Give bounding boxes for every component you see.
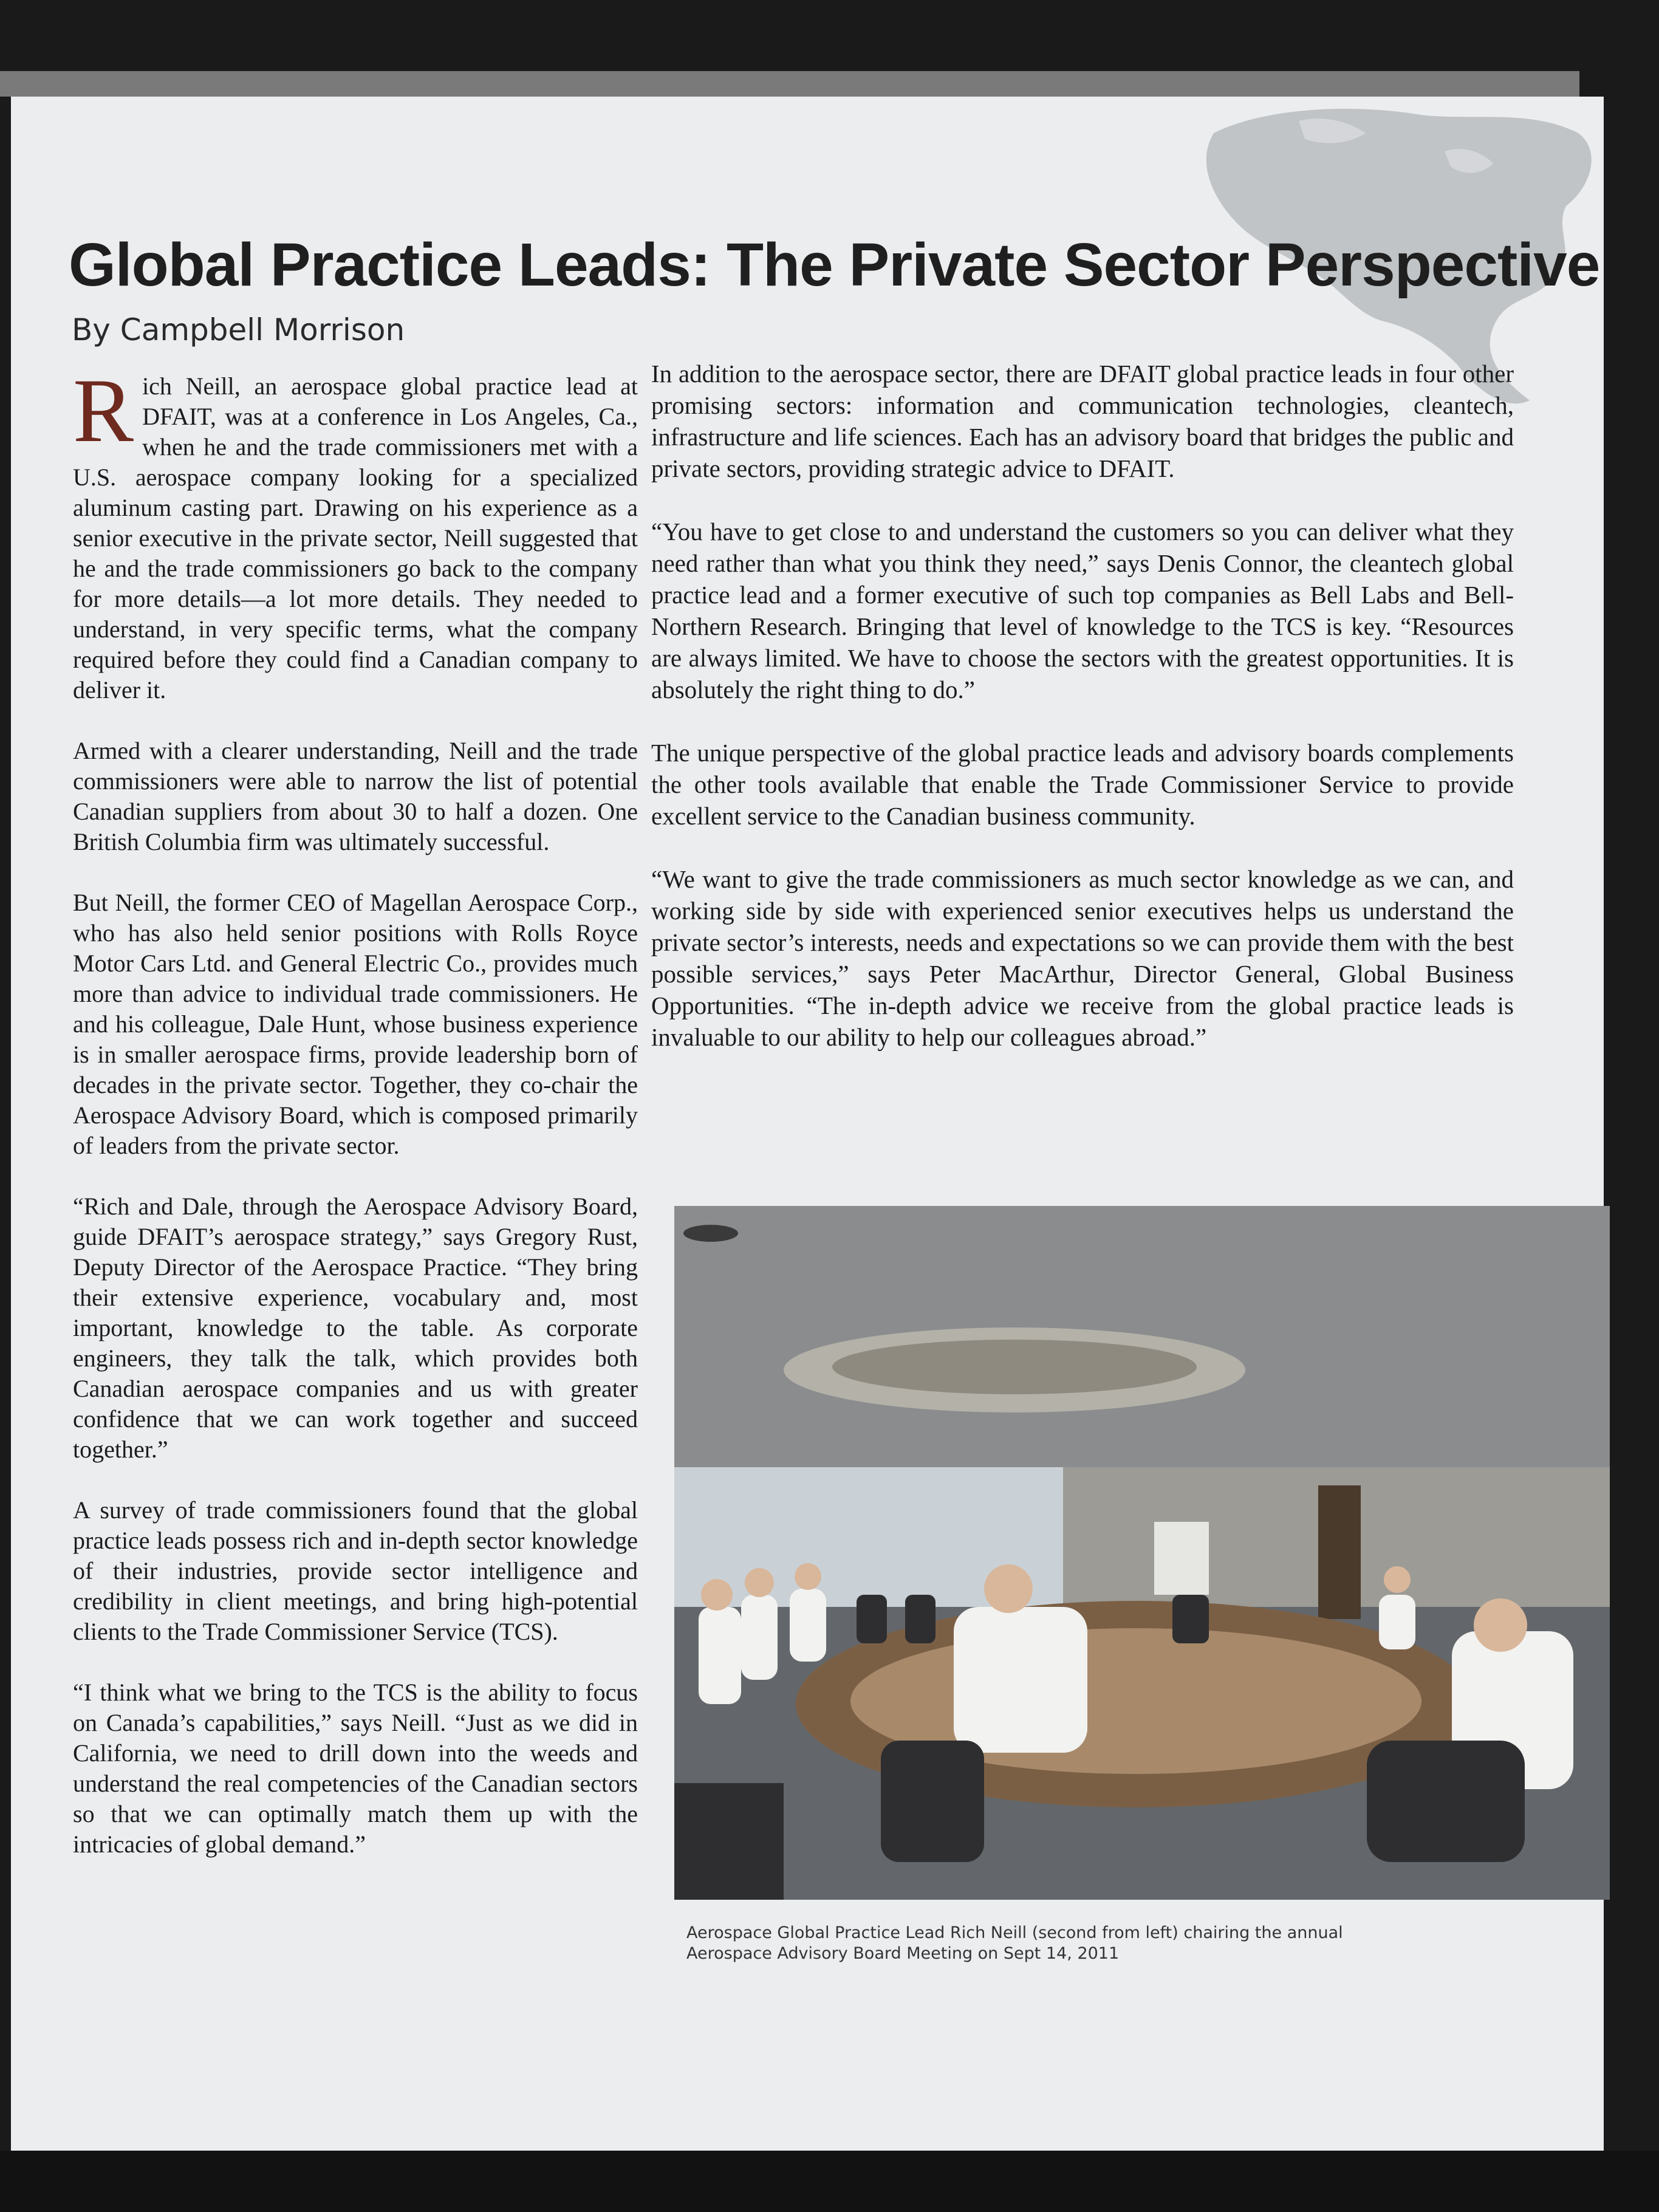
paragraph: “Rich and Dale, through the Aerospace Advisory Board, guide DFAIT’s aerospace strategy,” says Gregory Rust, Deputy Director of the Aerospace Practice. “They bring their extensive experience, vocabulary and, most important, knowledge to the table. As corporate engineers, they talk the talk, which provides both Canadian aerospace companies and us with greater confidence that we can work together and succeed together.”: [73, 1193, 638, 1463]
bottom-background: [0, 2151, 1659, 2212]
magazine-page: [11, 97, 1604, 2159]
photo-caption: [686, 1923, 1476, 1964]
paragraph: Armed with a clearer understanding, Neill and the trade commissioners were able to narrow the list of potential Canadian suppliers from about 30 to half a dozen. One British Columbia firm was ultimately successful.: [73, 737, 638, 855]
meeting-photo: [674, 1206, 1610, 1900]
paragraph: In addition to the aerospace sector, there are DFAIT global practice leads in four other promising sectors: information and communication technologies, cleantech, infrastructure and life sciences. Each has an advisory board that bridges the public and private sectors, providing strategic advice to DFAIT.: [651, 360, 1514, 482]
left-column: [73, 360, 638, 1890]
paragraph: “You have to get close to and understand the customers so you can deliver what they need rather than what you think they need,” says Denis Connor, the cleantech global practice lead and a former executive of such top companies as Bell Labs and Bell-Northern Research. Bringing that level of knowledge to the TCS is key. “Resources are always limited. We have to choose the sectors with the greatest opportunities. It is absolutely the right thing to do.”: [651, 518, 1514, 704]
paragraph: “We want to give the trade commissioners as much sector knowledge as we can, and working side by side with experienced senior executives helps us understand the private sector’s interests, needs and expectations so we can provide them with the best possible services,” says Peter MacArthur, Director General, Global Business Opportunities. “The in-depth advice we receive from the global practice leads is invaluable to our ability to help our colleagues abroad.”: [651, 865, 1514, 1051]
caption-line: Aerospace Advisory Board Meeting on Sept 14, 2011: [686, 1944, 1120, 1963]
paragraph: The unique perspective of the global practice leads and advisory boards complements the other tools available that enable the Trade Commissioner Service to provide excellent service to the Canadian business community.: [651, 739, 1514, 830]
right-column: [651, 358, 1514, 1084]
byline: By Campbell Morrison: [72, 312, 405, 348]
top-page-edge: [0, 71, 1579, 97]
article-title: Global Practice Leads: The Private Sector Perspective: [69, 231, 1600, 299]
paragraph: A survey of trade commissioners found that the global practice leads possess rich and in-depth sector knowledge of their industries, provide sector intelligence and credibility in client meetings, and bring high-potential clients to the Trade Commissioner Service (TCS).: [73, 1496, 638, 1645]
caption-line: Aerospace Global Practice Lead Rich Neill (second from left) chairing the annual: [686, 1923, 1343, 1942]
paragraph: “I think what we bring to the TCS is the ability to focus on Canada’s capabilities,” says Neill. “Just as we did in California, we need to drill down into the weeds and understand the real competencies of the Canadian sectors so that we can optimally match them up with the intricacies of global demand.”: [73, 1679, 638, 1858]
paragraph-text: ich Neill, an aerospace global practice lead at DFAIT, was at a conference in Los Angeles, Ca., when he and the trade commissioners met with a U.S. aerospace company looking for a specialized aluminum casting part. Drawing on his experience as a senior executive in the private sector, Neill suggested that he and the trade commissioners go back to the company for more details—a lot more details. They needed to understand, in very specific terms, what the company required before they could find a Canadian company to deliver it.: [73, 372, 638, 704]
meeting-photo-illustration: [674, 1206, 1610, 1900]
paragraph: But Neill, the former CEO of Magellan Aerospace Corp., who has also held senior positions with Rolls Royce Motor Cars Ltd. and General Electric Co., provides much more than advice to individual trade commissioners. He and his colleague, Dale Hunt, whose business experience is in smaller aerospace firms, provide leadership born of decades in the private sector. Together, they co-chair the Aerospace Advisory Board, which is composed primarily of leaders from the private sector.: [73, 889, 638, 1159]
paragraph: [73, 360, 638, 705]
drop-cap: R: [73, 360, 134, 461]
